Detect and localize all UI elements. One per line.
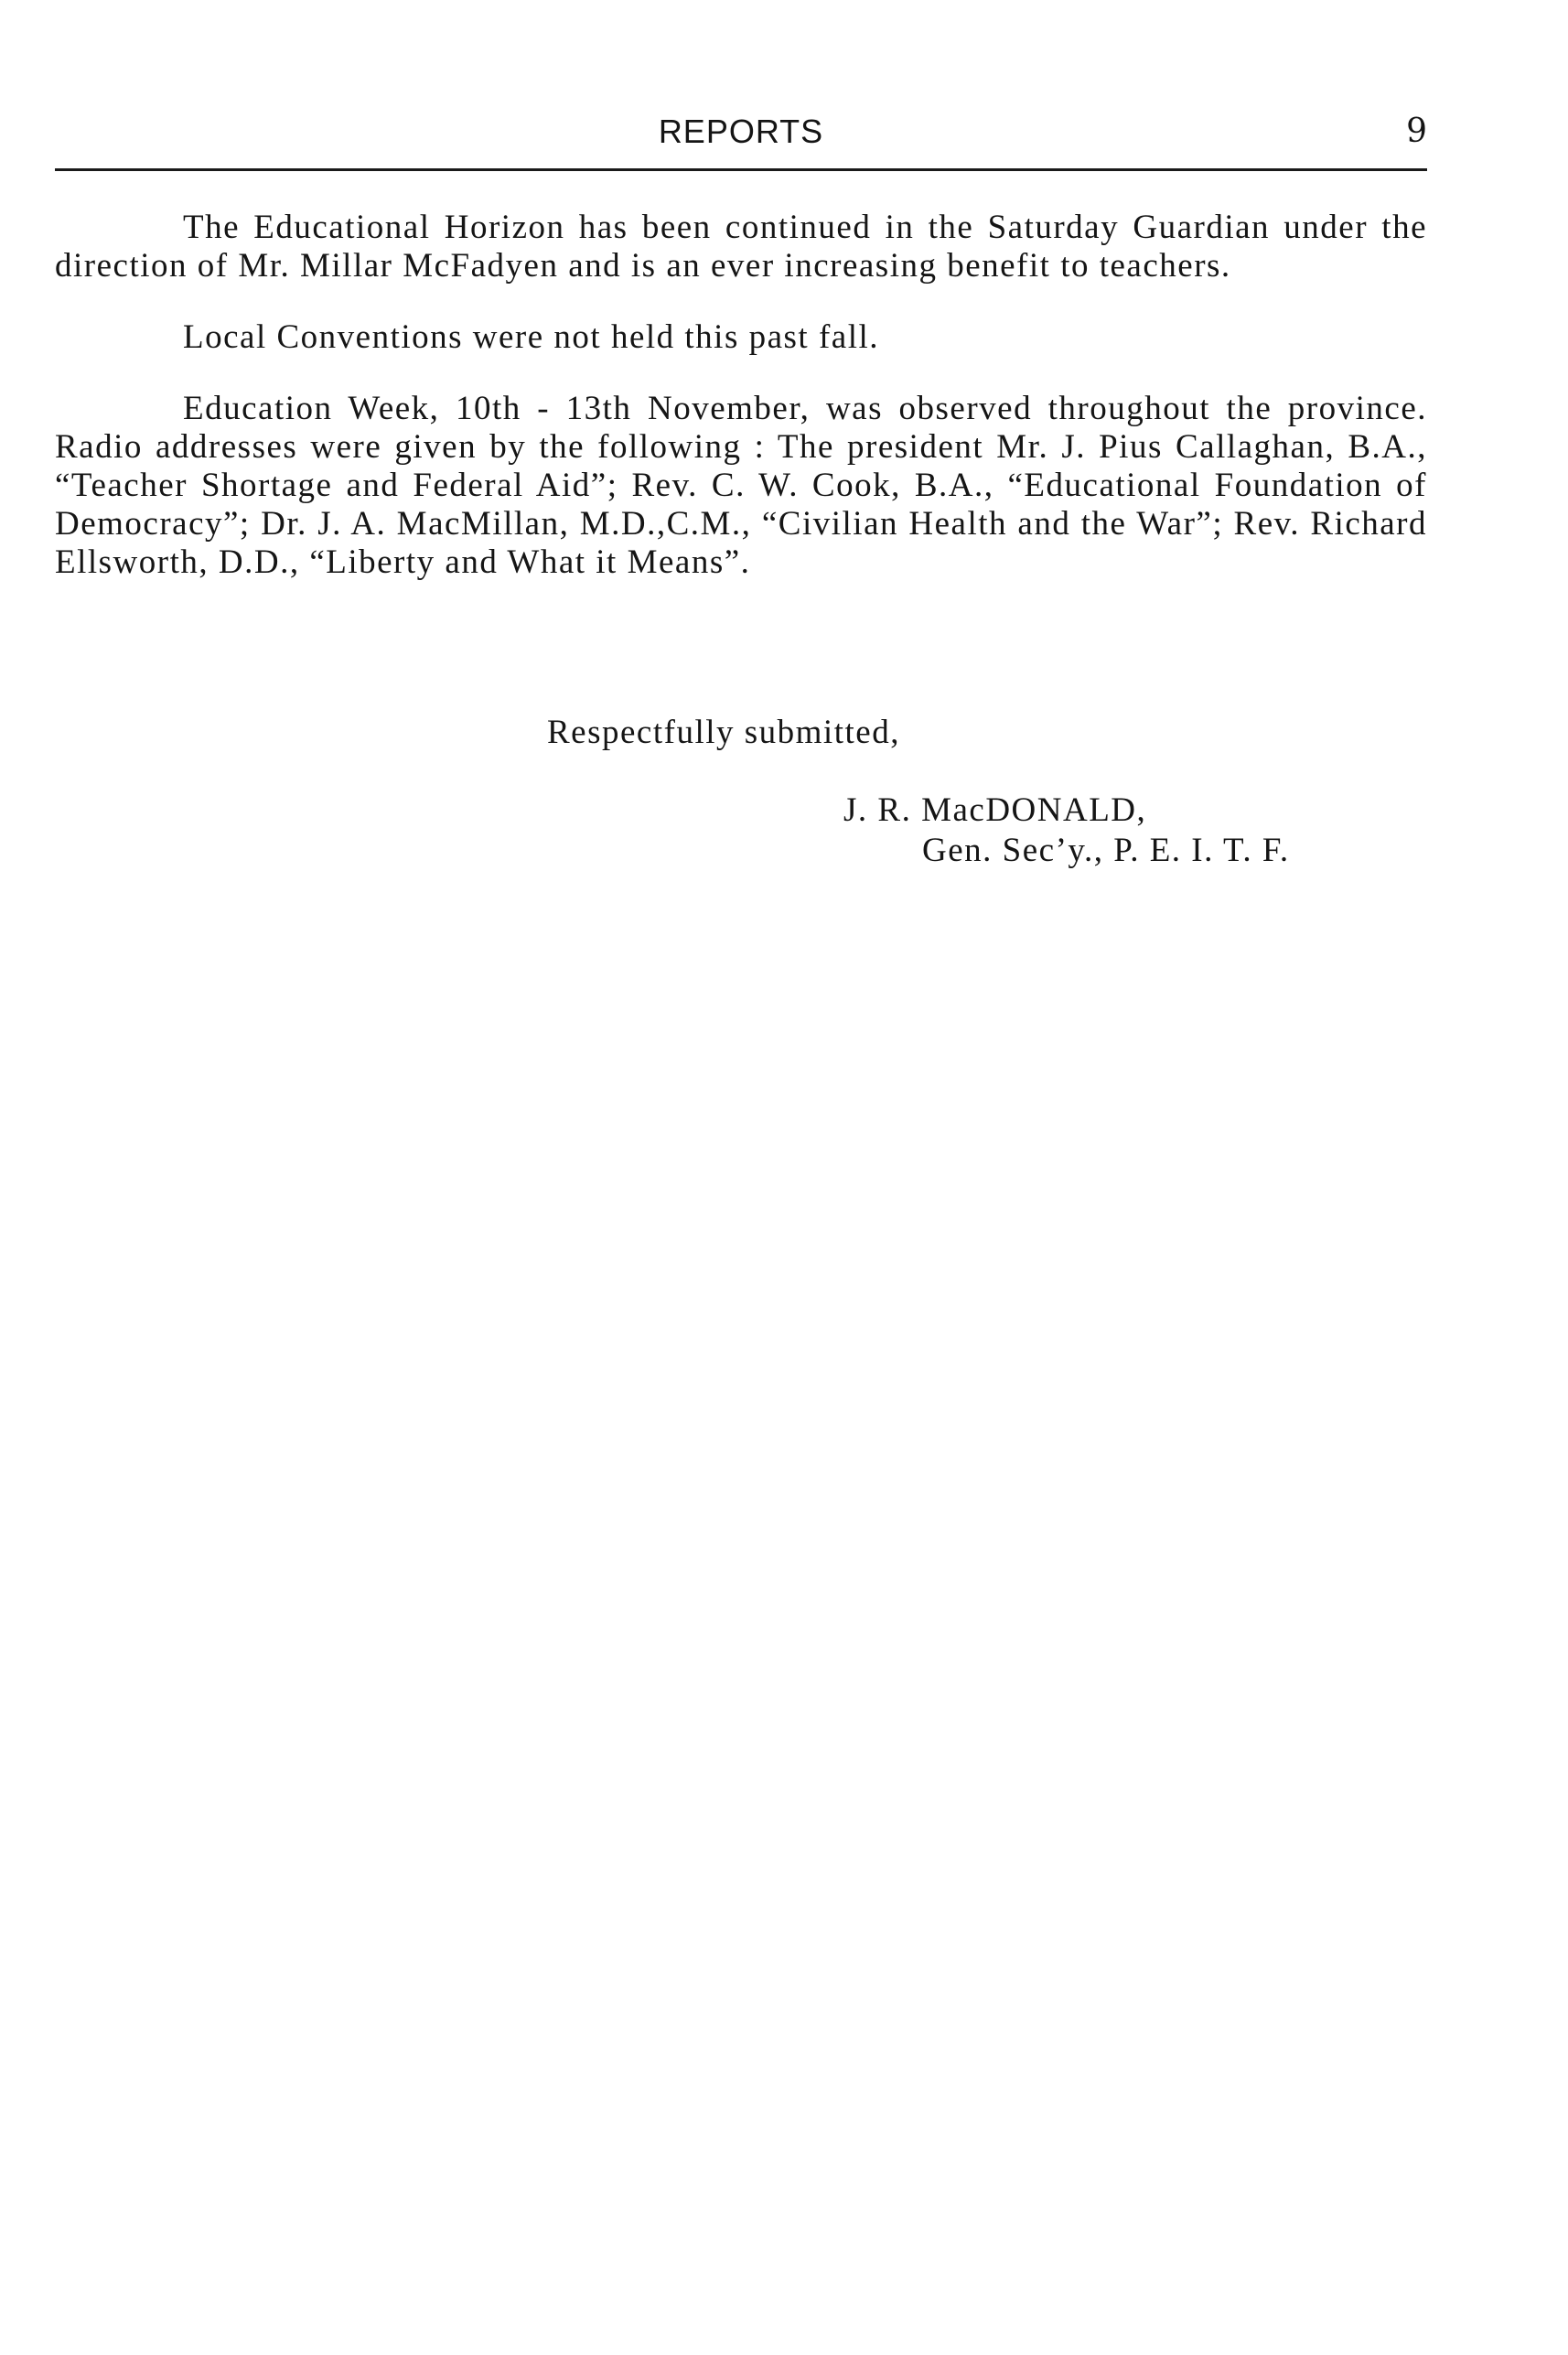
header-title: REPORTS: [658, 113, 824, 150]
signatory-title: Gen. Sec’y., P. E. I. T. F.: [922, 832, 1290, 869]
paragraph-education-week: Education Week, 10th - 13th November, was observed throughout the province. Radio addresses were given by the following : The president Mr. J. Pius Callaghan, B.A., “Teacher Shortage and Federal Aid”; Rev. C. W. Cook, B.A., “Educational Foundation of Democracy”; Dr. J. A. MacMillan, M.D.,C.M., “Civilian Health and the War”; Rev. Richard Ellsworth, D.D., “Liberty and What it Means”.: [55, 390, 1427, 581]
paragraph-local-conventions: Local Conventions were not held this past fall.: [183, 318, 880, 356]
header-rule: [55, 168, 1427, 171]
running-header: [55, 112, 1427, 157]
body-text: [55, 209, 1427, 615]
closing-line: Respectfully submitted,: [547, 714, 900, 751]
paragraph-educational-horizon: The Educational Horizon has been continued in the Saturday Guardian under the direction of Mr. Millar McFadyen and is an ever increasing benefit to teachers.: [55, 209, 1427, 285]
signature-block: [843, 790, 1290, 871]
signatory-name: J. R. MacDONALD,: [843, 791, 1147, 829]
page-number: 9: [1406, 113, 1427, 150]
